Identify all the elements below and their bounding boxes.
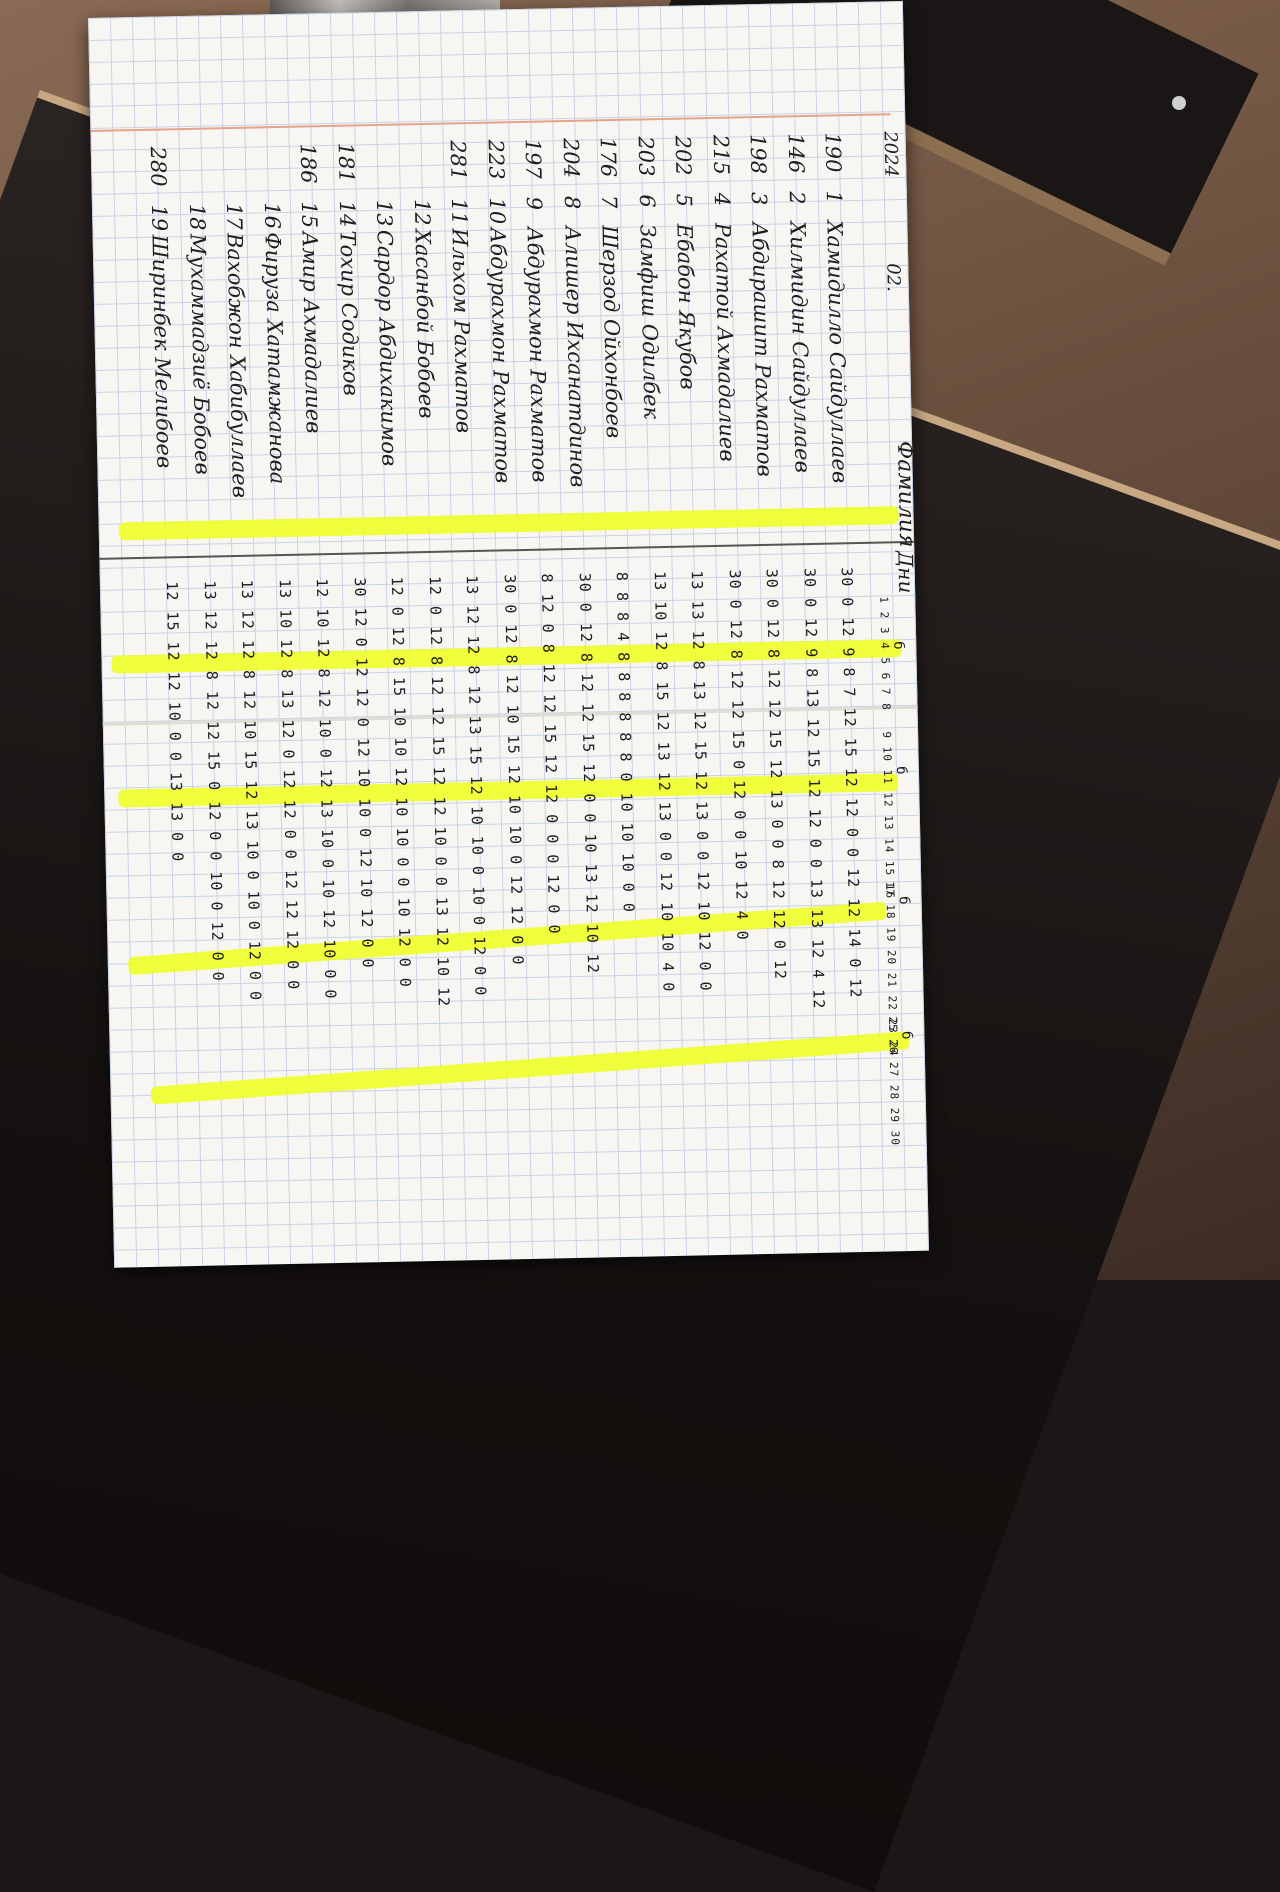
cell-name: Шерзод Ойхонбоев (597, 224, 626, 439)
cell-room: 204 (558, 137, 583, 179)
cell-no: 11 (446, 198, 472, 226)
cell-no: 19 (146, 204, 172, 232)
cell-room: 181 (333, 142, 359, 183)
attendance-marks: 30 0 12 9 8 13 12 15 12 12 0 0 13 13 12 4 12 (800, 567, 828, 1010)
cell-no: 9 (521, 196, 547, 211)
attendance-marks: 30 0 12 8 12 12 15 12 13 0 0 8 12 12 0 12 (762, 568, 790, 981)
cell-no: 1 (821, 190, 847, 205)
cell-no: 16 (259, 201, 284, 230)
cell-name: Абдирашит Рахматов (747, 221, 777, 477)
attendance-marks: 30 12 0 12 12 0 12 10 10 0 12 10 12 0 0 (350, 577, 377, 969)
cell-no: 7 (596, 194, 622, 209)
week-mark: б (892, 765, 910, 776)
cell-room (376, 142, 377, 200)
cell-no: 5 (671, 193, 697, 208)
cell-name: Рахатой Ахмадалиев (709, 222, 739, 462)
cell-name: Абдурахмон Рахматов (484, 227, 515, 484)
attendance-marks: 8 12 0 8 12 12 15 12 12 0 0 0 12 0 0 (537, 573, 564, 935)
attendance-notebook (88, 1, 929, 1268)
cell-name: Амир Ахмадалиев (297, 231, 326, 434)
attendance-marks: 13 10 12 8 13 12 0 12 12 0 0 12 12 12 0 0 (275, 578, 302, 991)
cell-room: 176 (595, 136, 621, 178)
cell-name: Абдурахмон Рахматов (522, 226, 552, 483)
screw-dot (1172, 96, 1186, 110)
attendance-marks: 30 0 12 8 12 12 15 0 12 0 0 10 12 4 0 (725, 569, 751, 941)
cell-no: 13 (371, 199, 397, 227)
cell-room: 280 (145, 146, 171, 187)
cell-name: Тохир Содиков (335, 230, 363, 396)
attendance-marks: 13 12 12 8 12 13 15 12 10 10 0 10 0 12 0 0 (462, 574, 490, 997)
cell-name: Фируза Хатамжанова (260, 231, 290, 485)
cell-room (188, 146, 189, 204)
cell-name: Вахобжон Хабибуллаев (222, 232, 253, 499)
cell-name: Сардор Абдихакимов (372, 229, 402, 467)
cell-no: 14 (334, 200, 359, 228)
cell-room: 203 (633, 136, 658, 177)
day-numbers: 17 18 19 20 21 22 23 24 (883, 881, 900, 1057)
attendance-marks: 12 0 12 8 15 10 10 12 10 10 0 0 10 12 0 0 (387, 576, 415, 989)
attendance-marks: 13 12 12 8 12 12 15 0 12 0 0 10 0 12 0 0 (200, 580, 227, 982)
cell-room: 281 (445, 140, 471, 181)
cell-room: 146 (783, 132, 808, 174)
cell-room: 202 (670, 135, 696, 176)
year-label: 2024 (879, 131, 902, 178)
week-mark: б (890, 641, 907, 651)
cell-room: 186 (295, 143, 321, 184)
cell-no: 8 (559, 195, 584, 210)
cell-name: Хасанбой Бобоев (409, 228, 438, 419)
cell-no: 2 (784, 190, 809, 205)
cell-room: 197 (520, 138, 546, 180)
group-label: 02. (882, 262, 904, 293)
margin-line (90, 113, 890, 132)
header-fio: Фамилия (892, 440, 920, 548)
cell-room: 190 (820, 132, 846, 173)
day-numbers: 9 10 11 12 13 14 15 16 (880, 731, 897, 900)
attendance-marks: 13 10 12 8 15 12 13 12 13 0 0 12 10 10 4 0 (650, 570, 678, 993)
cell-name: Алишер Ихсанатдинов (559, 225, 590, 488)
cell-no: 12 (409, 198, 434, 227)
attendance-marks: 12 0 12 8 12 12 15 12 12 10 0 0 13 12 10 12 (425, 575, 453, 1008)
week-mark: б (895, 895, 912, 906)
attendance-marks: 13 13 12 8 13 12 15 12 13 0 0 12 10 12 0 0 (687, 570, 715, 992)
cell-room: 198 (745, 133, 771, 175)
cell-no: 18 (184, 203, 209, 231)
cell-no: 10 (484, 197, 509, 225)
attendance-marks: 12 10 12 8 12 10 0 12 13 10 0 10 12 10 0 0 (312, 578, 340, 1000)
cell-name: Хамидилло Сайдуллаев (822, 220, 852, 484)
attendance-marks: 12 15 12 12 10 0 0 13 13 0 0 (162, 581, 187, 863)
cell-room: 215 (708, 134, 733, 176)
cell-no: 6 (634, 194, 659, 208)
cell-room (413, 141, 414, 199)
attendance-marks: 30 0 12 8 12 12 15 12 0 0 10 13 12 10 12 (575, 572, 602, 975)
cell-name: Замфиш Одилбек (634, 224, 664, 420)
attendance-marks: 30 0 12 9 8 7 12 15 12 12 0 0 12 12 14 0 12 (837, 567, 865, 999)
cell-name: Хилмидин Сайдуллаев (784, 220, 815, 474)
attendance-marks: 8 8 8 4 8 8 8 8 8 8 0 10 10 10 0 0 (612, 571, 638, 914)
cell-no: 4 (709, 192, 734, 207)
cell-room: 223 (483, 139, 508, 180)
cell-no: 3 (746, 191, 772, 206)
day-numbers: 25 26 27 28 29 30 (886, 1016, 902, 1147)
cell-room (226, 145, 227, 203)
attendance-marks: 13 12 12 8 12 10 15 12 13 10 0 10 0 12 0 0 (237, 579, 265, 1002)
attendance-marks: 30 0 12 8 12 10 15 12 10 10 0 12 12 0 0 (500, 574, 527, 966)
header-day: Дни (893, 550, 919, 594)
cell-name: Ильхом Рахматов (447, 228, 476, 434)
cell-no: 17 (221, 202, 247, 230)
cell-no: 15 (296, 201, 322, 229)
cell-name: Ширинбек Мелибоев (147, 234, 177, 469)
cell-name: Ебабон Якубов (672, 223, 700, 390)
cell-room (263, 144, 264, 202)
week-mark: б (898, 1030, 915, 1041)
day-numbers: 1 2 3 4 5 6 7 8 (877, 596, 893, 711)
cell-name: Мухаммадзиё Бобоев (185, 233, 215, 475)
